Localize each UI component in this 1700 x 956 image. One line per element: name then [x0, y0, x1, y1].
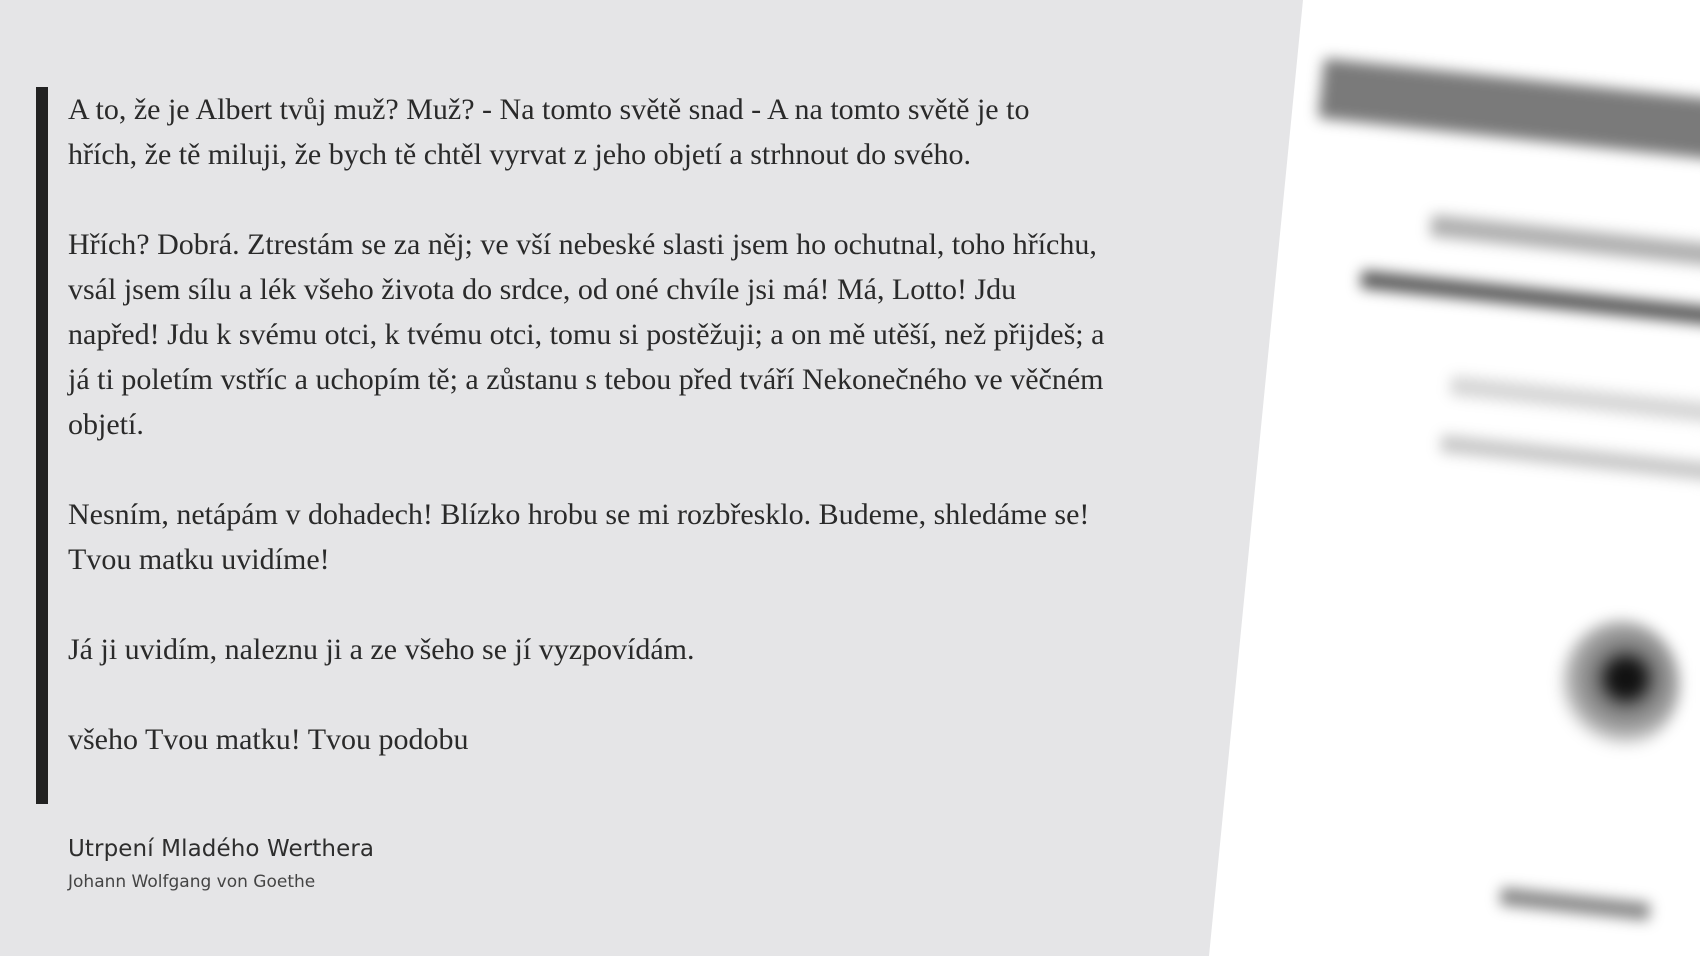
- quote-paragraph: Já ji uvidím, naleznu ji a ze všeho se jí vyzpovídám.: [68, 633, 695, 666]
- cover-line-blur: [1499, 887, 1650, 921]
- quote-paragraph: Nesním, netápám v dohadech! Blízko hrobu se mi rozbřesklo. Budeme, shledáme se! Tvou matku uvidíme!: [68, 498, 1090, 576]
- blockquote: [36, 87, 1106, 804]
- quote-paragraph: Hřích? Dobrá. Ztrestám se za něj; ve vší nebeské slasti jsem ho ochutnal, toho hříchu, vsál jsem sílu a lék všeho života do srdce, od oné chvíle jsi má! Má, Lotto! Jdu napřed! Jdu k svému otci, k tvému otci, tomu si postěžuji; a on mě utěší, než přijdeš; a já ti poletím vstříc a uchopím tě; a zůstanu s tebou před tváří Nekonečného ve věčném objetí.: [68, 228, 1105, 441]
- cover-title-blur: [1318, 58, 1700, 162]
- cover-line-blur: [1440, 434, 1700, 483]
- cover-line-blur: [1360, 270, 1700, 328]
- quote-paragraph: A to, že je Albert tvůj muž? Muž? - Na tomto světě snad - A na tomto světě je to hřích, že tě miluji, že bych tě chtěl vyrvat z jeho objetí a strhnout do svého.: [68, 93, 1030, 171]
- book-title: Utrpení Mladého Werthera: [68, 836, 375, 862]
- quote-source: [68, 834, 374, 895]
- quote-paragraph: všeho Tvou matku! Tvou podobu: [68, 723, 469, 756]
- cover-line-blur: [1450, 375, 1700, 424]
- cover-ornament-blur: [1560, 620, 1680, 750]
- cover-line-blur: [1430, 214, 1700, 267]
- book-author: Johann Wolfgang von Goethe: [68, 872, 316, 892]
